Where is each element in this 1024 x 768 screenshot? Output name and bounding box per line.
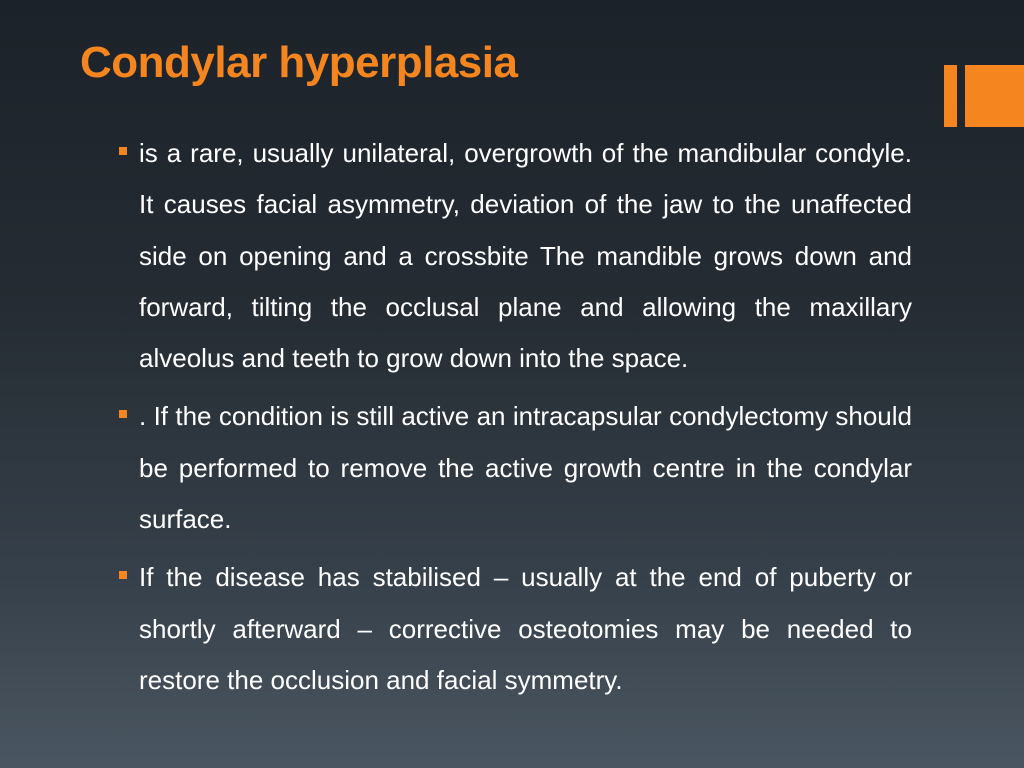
- bullet-text: is a rare, usually unilateral, overgrowth of the mandibular condyle. It causes facial asymmetry, deviation of the jaw to the unaffected side on opening and a crossbite The mandible grows down and forward, tilting the occlusal plane and allowing the maxillary alveolus and teeth to grow down into the space.: [139, 138, 912, 374]
- square-bullet-icon: [119, 571, 127, 579]
- square-bullet-icon: [119, 410, 127, 418]
- slide-title: Condylar hyperplasia: [80, 38, 518, 87]
- bullet-item: [112, 391, 912, 545]
- bullet-text: If the disease has stabilised – usually at the end of puberty or shortly afterward – corrective osteotomies may be needed to restore the occlusion and facial symmetry.: [139, 562, 912, 695]
- bullet-item: [112, 128, 912, 384]
- square-bullet-icon: [119, 147, 127, 155]
- accent-bar-wide: [965, 65, 1024, 127]
- bullet-text: . If the condition is still active an intracapsular condylectomy should be performed to remove the active growth centre in the condylar surface.: [139, 401, 912, 535]
- bullet-item: [112, 552, 912, 706]
- accent-bar-thin: [944, 65, 957, 127]
- bullet-list: [112, 128, 912, 713]
